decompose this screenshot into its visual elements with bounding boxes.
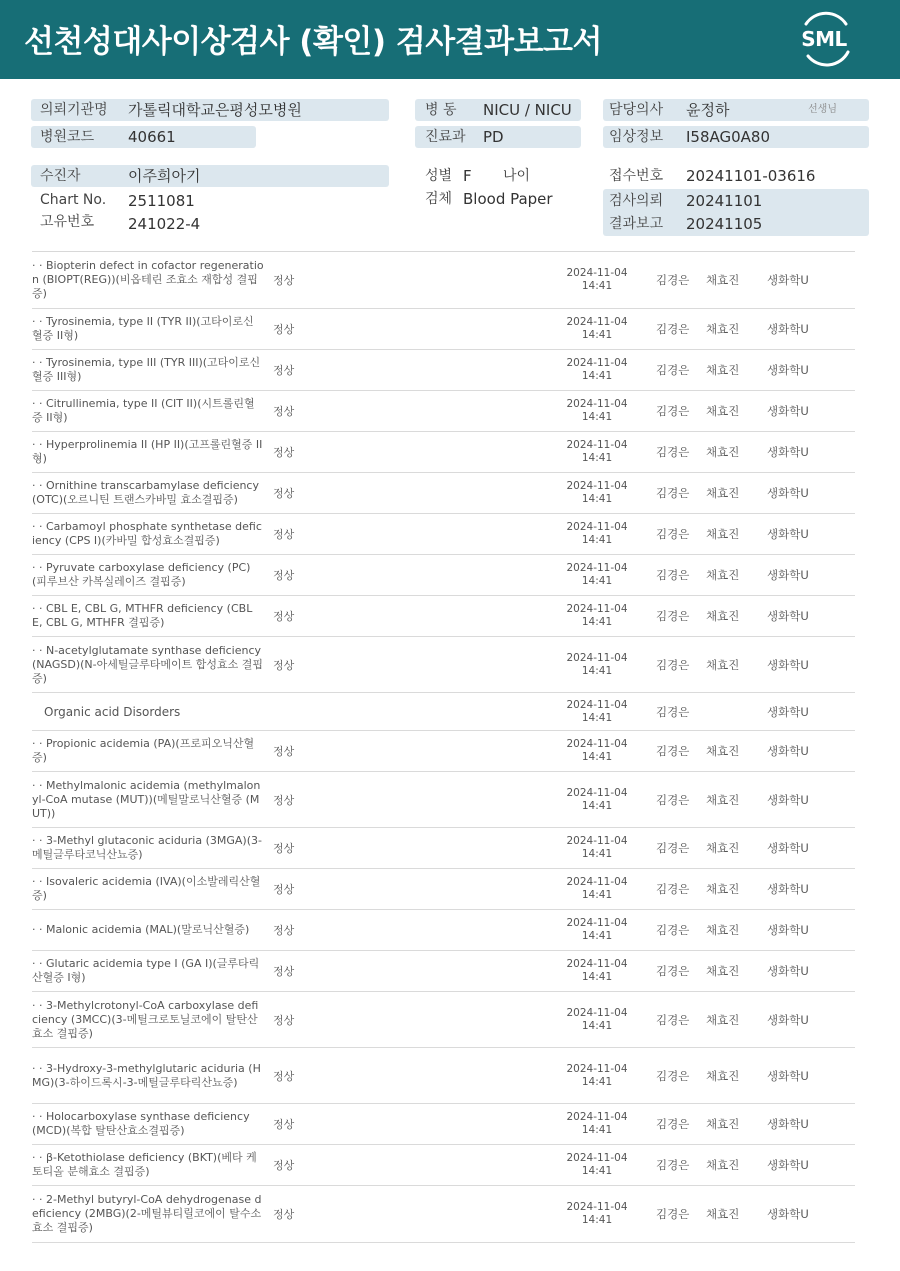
- examiner-name: 김경은: [656, 882, 690, 896]
- confirmer-name: 채효진: [706, 486, 740, 500]
- result-value: 정상: [273, 446, 295, 459]
- result-value: 정상: [273, 842, 295, 855]
- clinical-label: 임상정보: [609, 129, 664, 145]
- examiner-name: 김경은: [656, 1117, 690, 1131]
- table-row: [32, 637, 855, 693]
- examiner-name: 김경은: [656, 363, 690, 377]
- confirmer-name: 채효진: [706, 841, 740, 855]
- result-value: 정상: [273, 1118, 295, 1131]
- department: 생화학U: [767, 657, 809, 672]
- confirmer-name: 채효진: [706, 657, 740, 672]
- result-datetime: [552, 267, 642, 293]
- request-date-label: 검사의뢰: [609, 193, 664, 209]
- result-datetime: [552, 787, 642, 813]
- result-time: 14:41: [581, 1075, 613, 1088]
- examiner-name: 김경은: [656, 609, 690, 623]
- result-date: 2024-11-04: [566, 786, 628, 799]
- test-name: · · N-acetylglutamate synthase deficiency (NAGSD)(N-아세틸글루타메이트 합성효소 결핍증): [32, 643, 263, 685]
- test-name: · · 2-Methyl butyryl-CoA dehydrogenase deficiency (2MBG)(2-메틸뷰티릴코에이 탈수소효소 결핍증): [32, 1193, 262, 1234]
- result-value: 정상: [273, 1013, 295, 1027]
- department: 생화학U: [767, 363, 809, 377]
- table-row: [32, 473, 855, 514]
- report-date-label: 결과보고: [609, 216, 664, 232]
- department: 생화학U: [767, 1207, 809, 1221]
- table-row: [32, 1104, 855, 1145]
- test-name: · · Citrullinemia, type II (CIT II)(시트롤린혈증 II형): [32, 397, 255, 424]
- test-name: · · Carbamoyl phosphate synthetase deficiency (CPS I)(카바밀 합성효소결핍증): [32, 520, 262, 547]
- confirmer-name: 채효진: [706, 744, 740, 758]
- result-datetime: [552, 958, 642, 984]
- result-date: 2024-11-04: [566, 398, 628, 410]
- result-datetime: [552, 652, 642, 678]
- examiner-name: 김경은: [656, 568, 690, 582]
- examiner-name: 김경은: [656, 704, 690, 719]
- result-value: 정상: [273, 610, 295, 623]
- result-datetime: [552, 603, 642, 629]
- test-name: · · Hyperprolinemia II (HP II)(고프롤린혈증 II형): [32, 438, 263, 465]
- confirmer-name: 채효진: [706, 923, 740, 937]
- result-datetime: [552, 699, 642, 725]
- result-value: 정상: [273, 658, 295, 672]
- unique-label: 고유번호: [40, 214, 95, 230]
- dept-value: PD: [483, 128, 504, 146]
- result-value: 정상: [273, 364, 295, 377]
- sml-logo: [796, 10, 858, 70]
- examiner-name: 김경은: [656, 1068, 690, 1083]
- result-time: 14:41: [581, 1019, 613, 1032]
- table-row: [32, 391, 855, 432]
- test-name: · · Ornithine transcarbamylase deficiency (OTC)(오르니틴 트랜스카바밀 효소결핍증): [32, 479, 259, 506]
- result-time: 14:41: [581, 329, 613, 341]
- result-datetime: [552, 1111, 642, 1137]
- result-datetime: [552, 521, 642, 547]
- result-date: 2024-11-04: [566, 958, 628, 970]
- result-date: 2024-11-04: [566, 357, 628, 369]
- specimen-value: Blood Paper: [463, 190, 553, 208]
- test-name: · · Propionic acidemia (PA)(프로피오닉산혈증): [32, 737, 255, 764]
- sex-value: F: [463, 167, 472, 185]
- table-row: [32, 731, 855, 772]
- department: 생화학U: [767, 1158, 809, 1172]
- result-datetime: [552, 480, 642, 506]
- doctor-suffix: 선생님: [808, 104, 837, 115]
- department: 생화학U: [767, 964, 809, 978]
- department: 생화학U: [767, 841, 809, 855]
- examiner-name: 김경은: [656, 1158, 690, 1172]
- examiner-name: 김경은: [656, 841, 690, 855]
- test-name: · · Biopterin defect in cofactor regeneration (BIOPT(REG))(비옵테린 조효소 재합성 결핍증): [32, 259, 264, 300]
- test-name: · · Methylmalonic acidemia (methylmalonyl-CoA mutase (MUT))(메틸말로닉산혈증 (MUT)): [32, 778, 261, 820]
- result-value: 정상: [273, 487, 295, 500]
- result-datetime: [552, 1007, 642, 1033]
- confirmer-name: 채효진: [706, 322, 740, 336]
- result-date: 2024-11-04: [566, 1152, 628, 1164]
- result-time: 14:41: [581, 411, 613, 423]
- result-date: 2024-11-04: [566, 480, 628, 492]
- table-row: [32, 951, 855, 992]
- dept-label: 진료과: [425, 129, 466, 145]
- report-title: 선천성대사이상검사 (확인) 검사결과보고서: [24, 24, 602, 60]
- result-value: 정상: [273, 323, 295, 336]
- confirmer-name: 채효진: [706, 404, 740, 418]
- examiner-name: 김경은: [656, 527, 690, 541]
- department: 생화학U: [767, 322, 809, 336]
- result-datetime: [552, 1152, 642, 1178]
- table-row: [32, 432, 855, 473]
- test-name: · · CBL E, CBL G, MTHFR deficiency (CBL E, CBL G, MTHFR 결핍증): [32, 602, 253, 629]
- result-value: 정상: [273, 1208, 295, 1221]
- confirmer-name: 채효진: [706, 792, 740, 807]
- confirmer-name: 채효진: [706, 273, 740, 287]
- result-time: 14:41: [581, 930, 613, 942]
- test-name: · · Holocarboxylase synthase deficiency (MCD)(복합 탈탄산효소결핍증): [32, 1110, 250, 1137]
- confirmer-name: 채효진: [706, 1207, 740, 1221]
- table-row: [32, 350, 855, 391]
- test-name: · · Tyrosinemia, type II (TYR II)(고타이로신혈증 II형): [32, 315, 254, 342]
- confirmer-name: 채효진: [706, 1117, 740, 1131]
- department: 생화학U: [767, 568, 809, 582]
- receipt-label: 접수번호: [609, 168, 664, 184]
- patient-value: 이주희아기: [128, 167, 201, 185]
- table-row: [32, 693, 855, 731]
- hospital-code-value: 40661: [128, 128, 176, 146]
- report-header: [0, 0, 900, 79]
- department: 생화학U: [767, 704, 809, 719]
- request-org-label: 의뢰기관명: [40, 102, 108, 118]
- result-date: 2024-11-04: [566, 1201, 628, 1213]
- sex-label: 성별: [425, 168, 453, 184]
- confirmer-name: 채효진: [706, 445, 740, 459]
- result-value: 정상: [273, 274, 295, 287]
- request-org-value: 가톨릭대학교은평성모병원: [128, 101, 302, 119]
- chart-label: Chart No.: [40, 192, 107, 208]
- result-datetime: [552, 562, 642, 588]
- unique-value: 241022-4: [128, 215, 201, 233]
- test-name: · · Isovaleric acidemia (IVA)(이소발레릭산혈증): [32, 875, 261, 902]
- confirmer-name: 채효진: [706, 568, 740, 582]
- result-datetime: [552, 738, 642, 764]
- confirmer-name: 채효진: [706, 1158, 740, 1172]
- result-value: 정상: [273, 793, 295, 807]
- hospital-code-label: 병원코드: [40, 129, 95, 145]
- examiner-name: 김경은: [656, 1012, 690, 1027]
- test-name: · · Malonic acidemia (MAL)(말로닉산혈증): [32, 923, 250, 936]
- table-row: [32, 992, 855, 1048]
- confirmer-name: 채효진: [706, 1068, 740, 1083]
- table-row: [32, 1186, 855, 1243]
- result-time: 14:41: [581, 848, 613, 860]
- result-date: 2024-11-04: [566, 835, 628, 847]
- examiner-name: 김경은: [656, 964, 690, 978]
- result-time: 14:41: [581, 711, 613, 724]
- department: 생화학U: [767, 609, 809, 623]
- result-date: 2024-11-04: [566, 738, 628, 750]
- confirmer-name: 채효진: [706, 609, 740, 623]
- result-date: 2024-11-04: [566, 1111, 628, 1123]
- result-time: 14:41: [581, 799, 613, 812]
- result-date: 2024-11-04: [566, 917, 628, 929]
- department: 생화학U: [767, 404, 809, 418]
- chart-value: 2511081: [128, 192, 195, 210]
- result-date: 2024-11-04: [566, 316, 628, 328]
- department: 생화학U: [767, 882, 809, 896]
- table-row: [32, 869, 855, 910]
- doctor-label: 담당의사: [609, 102, 664, 118]
- table-row: [32, 555, 855, 596]
- department: 생화학U: [767, 744, 809, 758]
- result-time: 14:41: [581, 971, 613, 983]
- test-name: · · 3-Hydroxy-3-methylglutaric aciduria (HMG)(3-하이드록시-3-메틸글루타릭산뇨증): [32, 1061, 261, 1089]
- confirmer-name: 채효진: [706, 1012, 740, 1027]
- confirmer-name: 채효진: [706, 882, 740, 896]
- result-value: 정상: [273, 745, 295, 758]
- examiner-name: 김경은: [656, 657, 690, 672]
- table-row: [32, 252, 855, 309]
- confirmer-name: 채효진: [706, 964, 740, 978]
- examiner-name: 김경은: [656, 744, 690, 758]
- table-row: [32, 596, 855, 637]
- table-row: [32, 1048, 855, 1104]
- test-name: · · 3-Methyl glutaconic aciduria (3MGA)(3-메틸글루타코닉산뇨증): [32, 834, 262, 861]
- result-datetime: [552, 917, 642, 943]
- result-time: 14:41: [581, 493, 613, 505]
- department: 생화학U: [767, 792, 809, 807]
- result-time: 14:41: [581, 616, 613, 628]
- logo-text: SML: [801, 27, 847, 51]
- result-time: 14:41: [581, 280, 613, 292]
- table-row: [32, 772, 855, 828]
- result-date: 2024-11-04: [566, 439, 628, 451]
- table-row: [32, 514, 855, 555]
- clinical-value: I58AG0A80: [686, 128, 771, 146]
- result-value: 정상: [273, 405, 295, 418]
- table-row: [32, 1145, 855, 1186]
- examiner-name: 김경은: [656, 486, 690, 500]
- result-value: 정상: [273, 1069, 295, 1083]
- result-value: 정상: [273, 528, 295, 541]
- confirmer-name: 채효진: [706, 527, 740, 541]
- department: 생화학U: [767, 273, 809, 287]
- table-row: [32, 828, 855, 869]
- examiner-name: 김경은: [656, 404, 690, 418]
- examiner-name: 김경은: [656, 445, 690, 459]
- examiner-name: 김경은: [656, 923, 690, 937]
- department: 생화학U: [767, 1068, 809, 1083]
- result-time: 14:41: [581, 664, 613, 677]
- test-name: · · Pyruvate carboxylase deficiency (PC)(피루브산 카복실레이즈 결핍증): [32, 561, 251, 588]
- result-date: 2024-11-04: [566, 1062, 628, 1075]
- result-time: 14:41: [581, 575, 613, 587]
- result-time: 14:41: [581, 534, 613, 546]
- result-time: 14:41: [581, 1165, 613, 1177]
- test-name: Organic acid Disorders: [44, 704, 181, 719]
- result-value: 정상: [273, 965, 295, 978]
- table-row: [32, 309, 855, 350]
- result-date: 2024-11-04: [566, 603, 628, 615]
- results-table: [32, 251, 855, 1243]
- ward-label: 병 동: [425, 102, 457, 118]
- request-date-value: 20241101: [686, 192, 763, 210]
- examiner-name: 김경은: [656, 1207, 690, 1221]
- result-datetime: [552, 316, 642, 342]
- department: 생화학U: [767, 923, 809, 937]
- examiner-name: 김경은: [656, 273, 690, 287]
- result-time: 14:41: [581, 889, 613, 901]
- result-date: 2024-11-04: [566, 876, 628, 888]
- result-date: 2024-11-04: [566, 1006, 628, 1019]
- result-date: 2024-11-04: [566, 698, 628, 711]
- result-date: 2024-11-04: [566, 267, 628, 279]
- result-time: 14:41: [581, 1214, 613, 1226]
- result-datetime: [552, 357, 642, 383]
- test-name: · · 3-Methylcrotonyl-CoA carboxylase deficiency (3MCC)(3-메틸크로토닐코에이 탈탄산효소 결핍증): [32, 998, 259, 1040]
- ward-value: NICU / NICU: [483, 101, 572, 119]
- test-name: · · Glutaric acidemia type I (GA I)(글루타릭산혈증 I형): [32, 957, 260, 984]
- result-datetime: [552, 835, 642, 861]
- result-time: 14:41: [581, 1124, 613, 1136]
- result-date: 2024-11-04: [566, 651, 628, 664]
- department: 생화학U: [767, 1012, 809, 1027]
- examiner-name: 김경은: [656, 792, 690, 807]
- result-value: 정상: [273, 1159, 295, 1172]
- result-datetime: [552, 439, 642, 465]
- result-date: 2024-11-04: [566, 562, 628, 574]
- result-datetime: [552, 876, 642, 902]
- age-label: 나이: [503, 168, 531, 184]
- department: 생화학U: [767, 445, 809, 459]
- department: 생화학U: [767, 486, 809, 500]
- doctor-value: 윤정하: [686, 101, 730, 119]
- department: 생화학U: [767, 527, 809, 541]
- result-value: 정상: [273, 883, 295, 896]
- test-name: · · Tyrosinemia, type III (TYR III)(고타이로신혈증 III형): [32, 356, 261, 383]
- test-name: · · β-Ketothiolase deficiency (BKT)(베타 케토티올 분해효소 결핍증): [32, 1151, 257, 1178]
- examiner-name: 김경은: [656, 322, 690, 336]
- receipt-value: 20241101-03616: [686, 167, 816, 185]
- patient-label: 수진자: [40, 168, 81, 184]
- result-date: 2024-11-04: [566, 521, 628, 533]
- patient-pill: [31, 165, 389, 187]
- result-time: 14:41: [581, 370, 613, 382]
- department: 생화학U: [767, 1117, 809, 1131]
- result-value: 정상: [273, 569, 295, 582]
- confirmer-name: 채효진: [706, 363, 740, 377]
- specimen-label: 검체: [425, 191, 453, 207]
- result-time: 14:41: [581, 452, 613, 464]
- result-datetime: [552, 1063, 642, 1089]
- result-datetime: [552, 1201, 642, 1227]
- report-date-value: 20241105: [686, 215, 763, 233]
- result-time: 14:41: [581, 751, 613, 763]
- result-datetime: [552, 398, 642, 424]
- table-row: [32, 910, 855, 951]
- result-value: 정상: [273, 924, 295, 937]
